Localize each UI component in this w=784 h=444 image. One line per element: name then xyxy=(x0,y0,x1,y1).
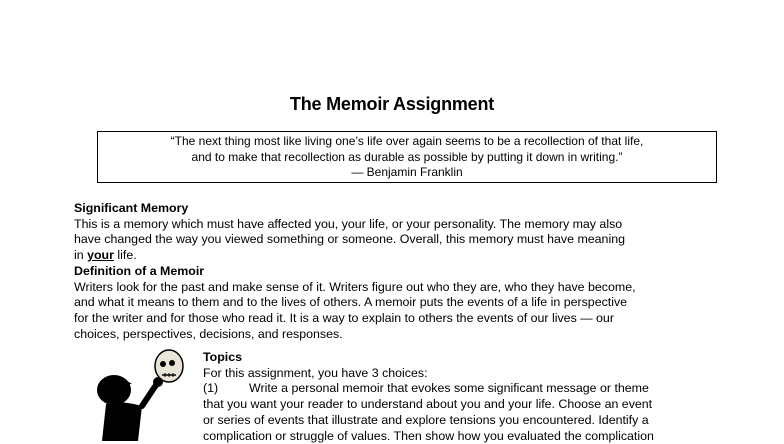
paragraph-line: for the writer and for those who read it. It is a way to explain to others the events of our lives — our xyxy=(74,311,614,326)
definition-section xyxy=(74,264,714,343)
list-number: (1) xyxy=(203,381,219,396)
paragraph-line: choices, perspectives, decisions, and responses. xyxy=(74,326,343,341)
quote-line: “The next thing most like living one’s life over again seems to be a recollection of that life, xyxy=(170,134,644,148)
quote-attribution: — Benjamin Franklin xyxy=(351,165,463,179)
paragraph-line: Writers look for the past and make sense of it. Writers figure out who they are, who they have become, xyxy=(74,279,636,294)
paragraph-line: have changed the way you viewed something or someone. Overall, this memory must have meaning xyxy=(74,232,625,247)
paragraph-line: For this assignment, you have 3 choices: xyxy=(203,365,428,380)
paragraph-line: This is a memory which must have affected you, your life, or your personality. The memory may also xyxy=(74,216,623,231)
paragraph-line: complication or struggle of values. Then show how you evaluated the complication xyxy=(203,428,654,443)
paragraph-line: or series of events that illustrate and explore tensions you encountered. Identify a xyxy=(203,412,649,427)
person-holding-skull-icon xyxy=(92,344,204,441)
section-heading: Definition of a Memoir xyxy=(74,264,205,278)
paragraph-line xyxy=(74,248,714,264)
paragraph-line: that you want your reader to understand about you and your life. Choose an event xyxy=(203,397,653,412)
significant-memory-section xyxy=(74,201,714,264)
quote-box xyxy=(97,131,717,183)
text-fragment: Write a personal memoir that evokes some significant message or theme xyxy=(249,381,649,396)
topics-section xyxy=(203,350,723,444)
emphasized-word: your xyxy=(87,248,114,263)
text-fragment: in xyxy=(74,248,88,263)
section-heading: Topics xyxy=(203,350,243,364)
page-title: The Memoir Assignment xyxy=(289,94,495,114)
paragraph-line: and what it means to them and to the lives of others. A memoir puts the events of a life in perspective xyxy=(74,295,628,310)
section-heading: Significant Memory xyxy=(74,201,189,215)
text-fragment: life. xyxy=(113,248,137,263)
list-item xyxy=(203,381,723,397)
quote-line: and to make that recollection as durable as possible by putting it down in writing.” xyxy=(191,149,623,164)
